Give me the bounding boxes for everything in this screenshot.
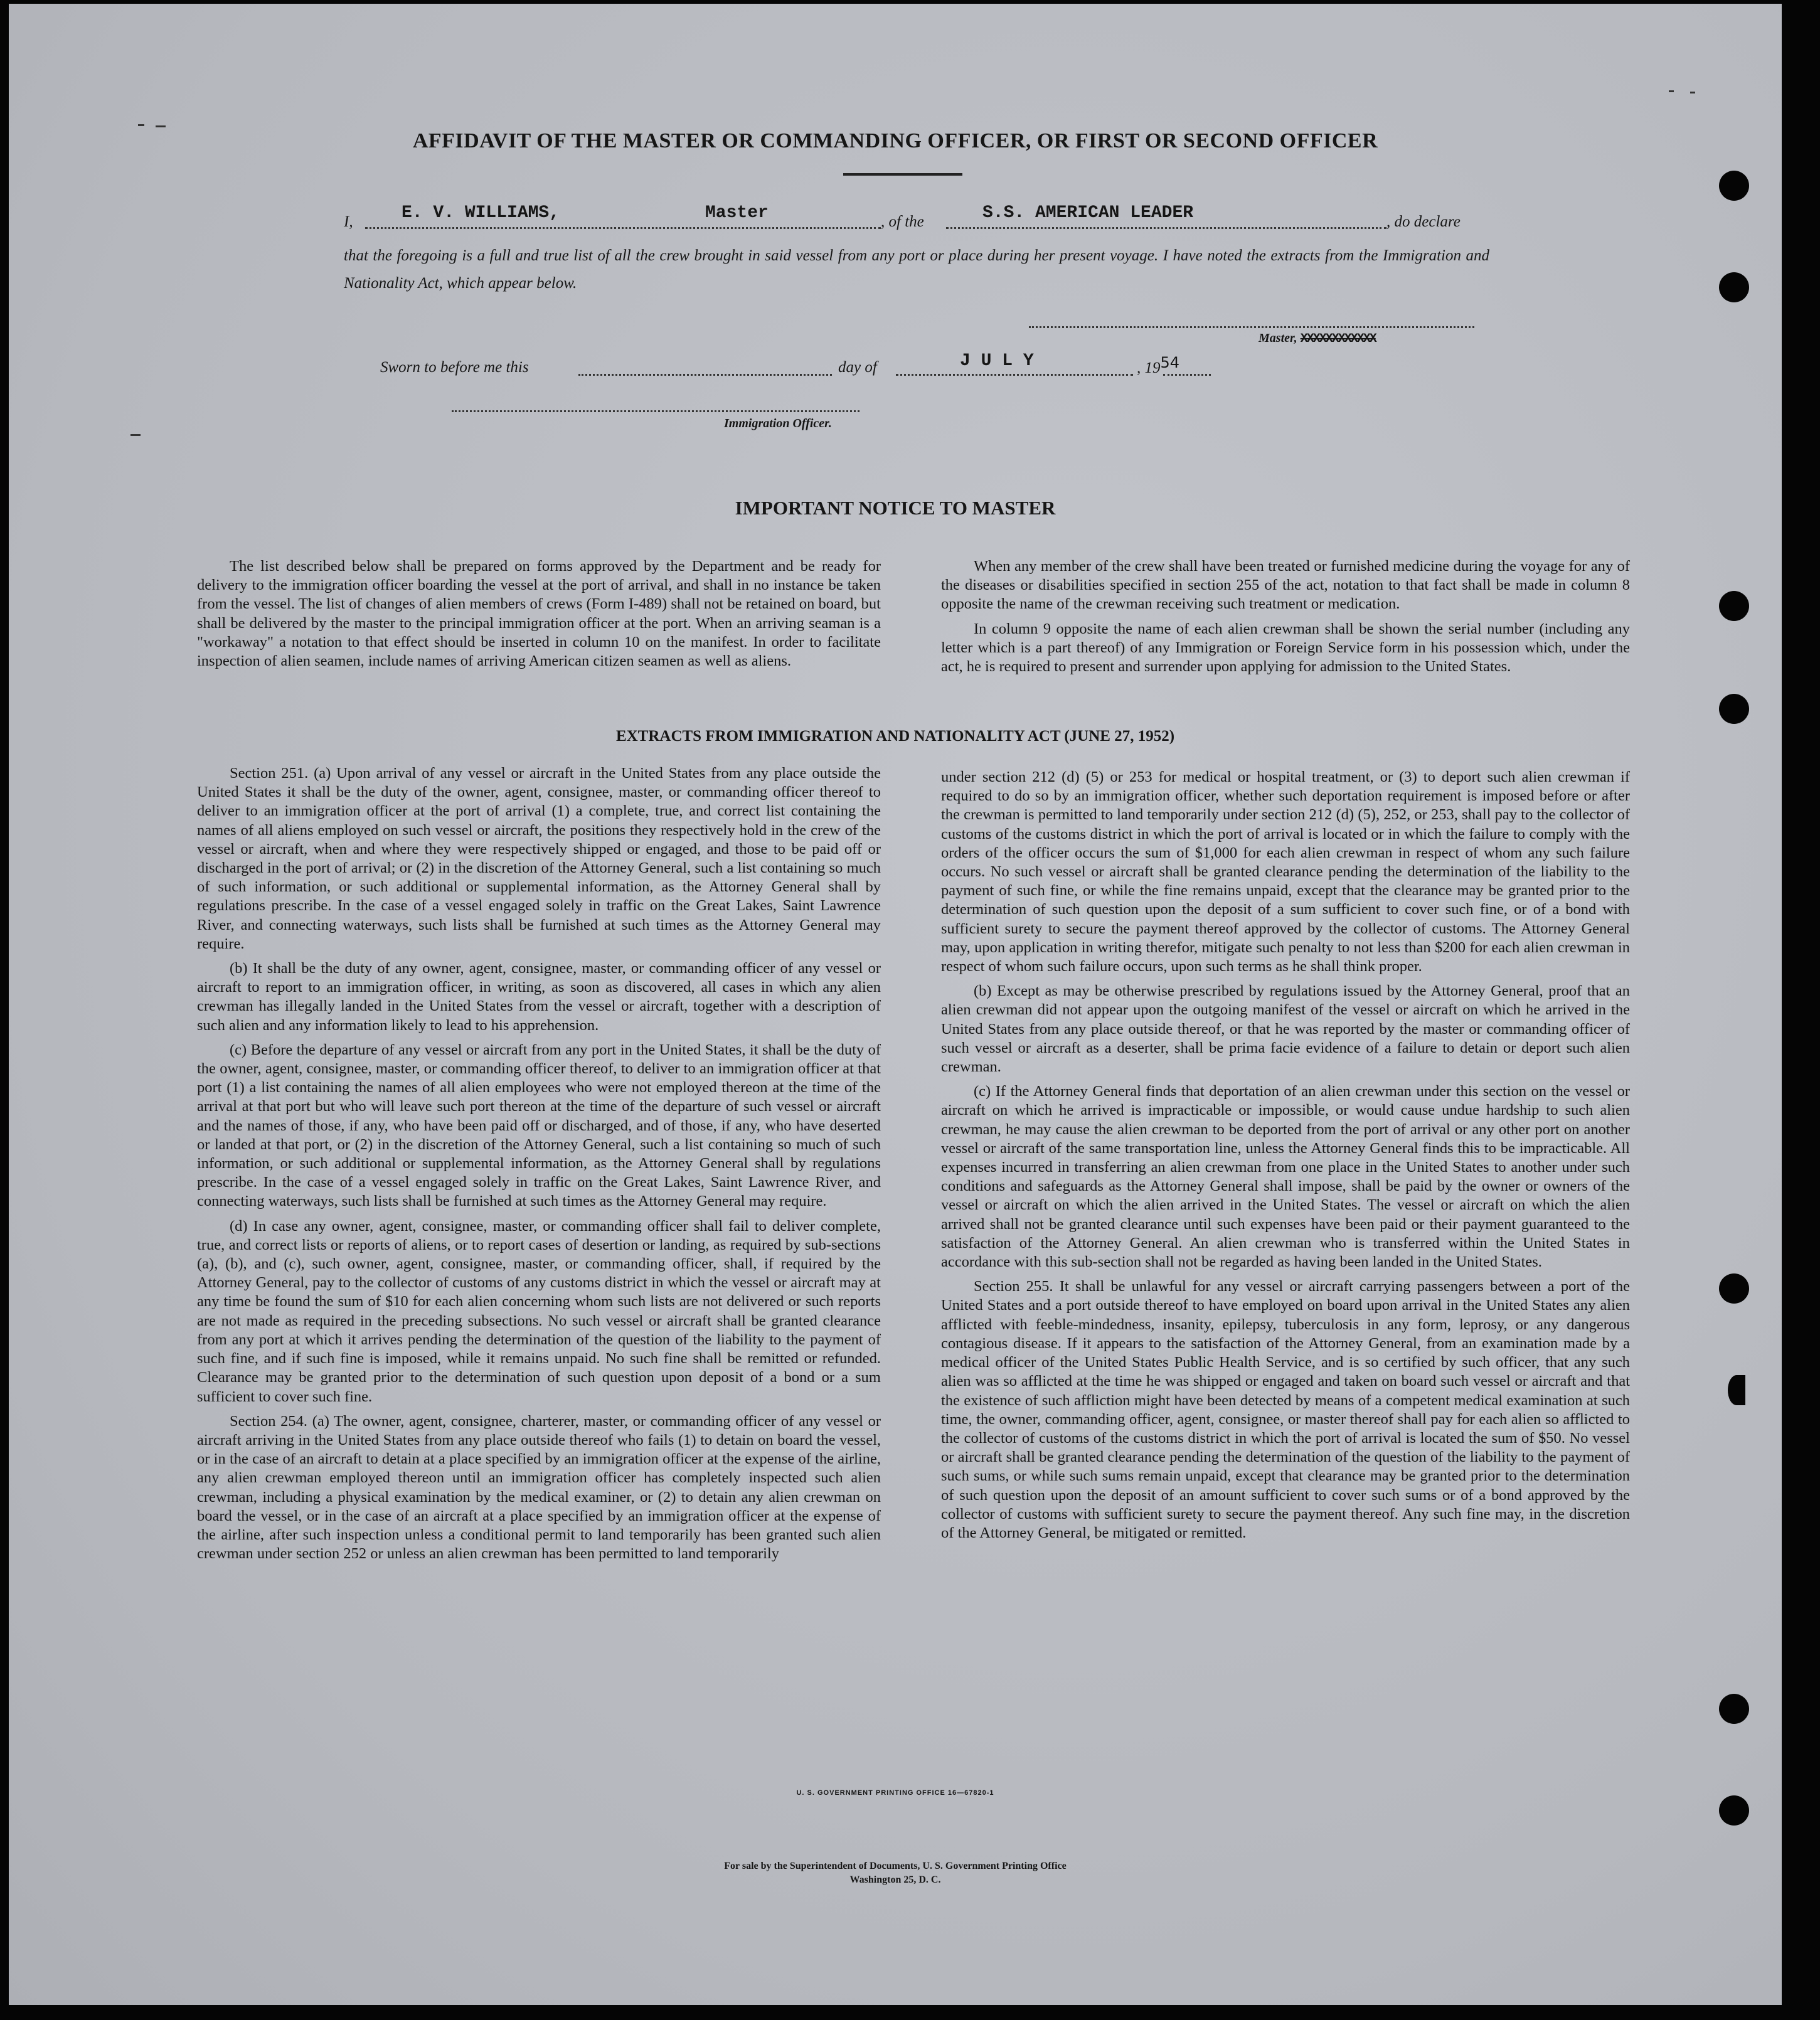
stray-mark <box>156 125 166 127</box>
notice-paragraph: In column 9 opposite the name of each alien crewman shall be shown the serial number (including any letter which is a part thereof) of any Immigration or Foreign Service form in his possession which, under the act, he is required to present and surrender upon applying for admission to the United States. <box>941 620 1630 676</box>
punch-hole <box>1719 1273 1749 1304</box>
extract-paragraph: under section 212 (d) (5) or 253 for medical or hospital treatment, or (3) to deport such alien crewman if required to do so by an immigration officer, whether such deportation requirement is imposed before or after the crewman is permitted to land temporarily under section 212 (d) (5), 252, or 253, shall pay to the collector of customs of the customs district in which the port of arrival is located or in which the failure to comply with the orders of the officer occurs the sum of $1,000 for each alien crewman in respect of whom any such failure occurs. No such vessel or aircraft shall be granted clearance pending the determination of the liability to the payment of such fine, or while the fine remains unpaid, except that the clearance may be granted prior to the determination of such question upon the deposit of a sum sufficient to cover such fine, or of a bond with sufficient surety to secure the payment thereof approved by the collector of customs. The Attorney General may, upon application in writing therefor, mitigate such penalty to not less than $200 for each alien crewman in respect of whom such failure occurs, upon such terms as he shall think proper. <box>941 768 1630 975</box>
extract-paragraph: Section 254. (a) The owner, agent, consignee, charterer, master, or commanding officer of any vessel or aircraft arriving in the United States from any place outside thereof who fails (1) to detain on board the vessel, or in the case of an aircraft to detain at a place specified by an immigration officer at the expense of the airline, any alien crewman employed thereon until an immigration officer has completely inspected such alien crewman, including a physical examination by the medical examiner, or (2) to detain any alien crewman on board the vessel, or in the case of an aircraft at a place specified by an immigration officer at the expense of the airline, after such inspection unless a conditional permit to land temporarily has been granted such alien crewman under section 252 or unless an alien crewman has been permitted to land temporarily <box>197 1412 881 1563</box>
struck-out-title: XXXXXXXXXXXX <box>1300 332 1376 346</box>
vessel-name: S.S. AMERICAN LEADER <box>982 203 1194 223</box>
title-rule <box>843 173 962 176</box>
notice-heading: IMPORTANT NOTICE TO MASTER <box>735 497 1056 519</box>
stray-mark <box>138 124 144 126</box>
extracts-right-column <box>941 768 1630 1548</box>
sworn-day-line <box>578 355 832 376</box>
punch-hole <box>1719 591 1749 621</box>
sworn-month: J U L Y <box>960 351 1034 371</box>
punch-hole <box>1719 272 1749 302</box>
officer-signature-line <box>452 403 859 412</box>
declarant-rank: Master <box>705 203 769 223</box>
extracts-heading: EXTRACTS FROM IMMIGRATION AND NATIONALITY ACT (JUNE 27, 1952) <box>615 728 1175 745</box>
punch-hole <box>1719 1795 1749 1826</box>
extract-paragraph: Section 251. (a) Upon arrival of any vessel or aircraft in the United States from any place outside the United States it shall be the duty of the owner, agent, consignee, master, or commanding officer thereof to deliver to an immigration officer at the port of arrival (1) a complete, true, and correct list containing the names of all aliens employed on such vessel or aircraft, the positions they respectively hold in the crew of the vessel or aircraft, when and where they were respectively shipped or engaged, and those to be paid off or discharged in the port of arrival; or (2) in the discretion of the Attorney General, such a list containing so much of such information, or such additional or supplemental information, as the Attorney General shall by regulations prescribe. In the case of a vessel engaged solely in traffic on the Great Lakes, Saint Lawrence River, and connecting waterways, such lists shall be furnished at such times as the Attorney General may require. <box>197 765 881 952</box>
sworn-label: Sworn to before me this <box>380 359 529 376</box>
do-declare-label: , do declare <box>1386 213 1461 230</box>
year-handwritten: 54 <box>1160 354 1180 371</box>
master-signature-line <box>1029 319 1474 328</box>
of-the-label: , of the <box>881 213 924 230</box>
extract-paragraph: (c) Before the departure of any vessel or aircraft from any port in the United States, it shall be the duty of the owner, agent, consignee, master, or commanding officer thereof, to deliver to an immigration officer at that port (1) a list containing the names of all alien employees who were not employed thereon at the time of the arrival at that port but who will leave such port thereon at the time of the departure of such vessel or aircraft and the names of those, if any, who have been paid off or discharged, and of those, if any, who have deserted or landed at that port, or (2) in the discretion of the Attorney General, such a list containing so much of such information, or such additional or supplemental information, as the Attorney General shall by regulations prescribe. In the case of a vessel engaged solely in traffic on the Great Lakes, Saint Lawrence River, and connecting waterways, such lists shall be furnished at such times as the Attorney General may require. <box>197 1041 881 1210</box>
notice-left-column <box>197 557 881 676</box>
extract-paragraph: (b) Except as may be otherwise prescribed by regulations issued by the Attorney General, proof that an alien crewman did not appear upon the outgoing manifest of the vessel or aircraft on which he arrived in the United States from any place outside thereof, or that he was reported by the master or commanding officer of such vessel or aircraft as a deserter, shall be prima facie evidence of a failure to detain or deport such alien crewman. <box>941 982 1630 1076</box>
officer-caption: Immigration Officer. <box>724 417 832 430</box>
notice-right-column <box>941 557 1630 682</box>
stray-mark <box>1669 90 1674 92</box>
year-prefix: , 19 <box>1137 359 1161 376</box>
notice-paragraph: The list described below shall be prepared on forms approved by the Department and be ready for delivery to the immigration officer boarding the vessel at the port of arrival, and shall in no instance be taken from the vessel. The list of changes of alien members of crews (Form I-489) shall not be retained on board, but shall be delivered by the master to the principal immigration officer at the port. When an arriving seaman is a "workaway" a notation to that effect should be inserted in column 10 on the manifest. In order to facilitate inspection of alien seamen, include names of arriving American citizen seamen as well as aliens. <box>197 558 881 670</box>
sworn-year-line <box>1160 354 1211 376</box>
document-page <box>9 4 1782 2005</box>
master-caption <box>1259 331 1376 346</box>
day-of-label: day of <box>838 359 877 376</box>
print-code: U. S. GOVERNMENT PRINTING OFFICE 16—67820-1 <box>796 1789 994 1797</box>
notice-paragraph: When any member of the crew shall have been treated or furnished medicine during the voyage for any of the diseases or disabilities specified in section 255 of the act, notation to that fact shall be made in column 8 opposite the name of the crewman receiving such treatment or medication. <box>941 558 1630 613</box>
footer-line-2: Washington 25, D. C. <box>849 1874 941 1885</box>
punch-hole <box>1728 1375 1745 1405</box>
declarant-name: E. V. WILLIAMS, <box>402 203 560 223</box>
punch-hole <box>1719 1694 1749 1724</box>
extract-paragraph: (d) In case any owner, agent, consignee, master, or commanding officer shall fail to deliver complete, true, and correct lists or reports of aliens, or to report cases of desertion or landing, as required by sub-sections (a), (b), and (c), such owner, agent, consignee, master, or commanding officer, shall, if required by the Attorney General, pay to the collector of customs of any customs district in which the vessel or aircraft may at any time be found the sum of $10 for each alien concerning whom such lists are not delivered or such reports are not made as required in the preceding subsections. No such vessel or aircraft shall be granted clearance from any port at which it arrives pending the determination of the question of the liability to the payment of such fine, and if such fine is imposed, while it remains unpaid. No such fine shall be remitted or refunded. Clearance may be granted prior to the determination of such question upon deposit of a bond or a sum sufficient to cover such fine. <box>197 1217 881 1405</box>
extract-paragraph: (c) If the Attorney General finds that deportation of an alien crewman under this section on the vessel or aircraft on which he arrived is impracticable or impossible, or would cause undue hardship to such alien crewman, he may cause the alien crewman to be deported from the port of arrival or any other port on another vessel or aircraft of the same transportation line, unless the Attorney General finds this to be impracticable. All expenses incurred in transferring an alien crewman from one place in the United States to another under such conditions and safeguards as the Attorney General shall impose, shall be paid by the owner or owners of the vessel or aircraft on which the alien arrived in the United States. The vessel or aircraft on which the alien arrived shall not be granted clearance until such expenses have been paid or their payment guaranteed to the satisfaction of the Attorney General. An alien crewman who is transferred within the United States in accordance with this sub-section shall not be regarded as having been landed in the United States. <box>941 1083 1630 1271</box>
stray-mark <box>1690 92 1695 93</box>
footer-line-1: For sale by the Superintendent of Documents, U. S. Government Printing Office <box>724 1861 1067 1871</box>
declaration-prefix: I, <box>344 213 353 230</box>
page-title: AFFIDAVIT OF THE MASTER OR COMMANDING OFFICER, OR FIRST OR SECOND OFFICER <box>412 129 1378 152</box>
extract-paragraph: (b) It shall be the duty of any owner, agent, consignee, master, or commanding officer of any vessel or aircraft to report to an immigration officer, in writing, as soon as discovered, all cases in which any alien crewman has illegally landed in the United States from the vessel or aircraft, together with a description of such alien and any information likely to lead to his apprehension. <box>197 960 881 1034</box>
declaration-body: that the foregoing is a full and true list of all the crew brought in said vessel from any port or place during her present voyage. I have noted the extracts from the Immigration and Nationality Act, which appear below. <box>344 247 1489 292</box>
punch-hole <box>1719 171 1749 201</box>
extract-paragraph: Section 255. It shall be unlawful for any vessel or aircraft carrying passengers between a port of the United States and a port outside thereof to have employed on board upon arrival in the United States any alien afflicted with feeble-mindedness, insanity, epilepsy, tuberculosis in any form, leprosy, or any dangerous contagious disease. If it appears to the satisfaction of the Attorney General, from an examination made by a medical officer of the United States Public Health Service, and is so certified by such officer, that any such alien was so afflicted at the time he was shipped or engaged and taken on board such vessel or aircraft and that the existence of such affliction might have been detected by means of a competent medical examination at such time, the owner, commanding officer, agent, consignee, or master thereof shall pay for each alien so afflicted to the collector of customs of the customs district in which the port of arrival is located the sum of $50. No vessel or aircraft shall be granted clearance pending the determination of the question of the liability to the payment of such sums, or while such sums remain unpaid, except that clearance may be granted prior to the determination of such question upon the deposit of an amount sufficient to cover such sums or of a bond approved by the collector of customs with sufficient surety to secure the payment thereof. Any such fine may, in the discretion of the Attorney General, be mitigated or remitted. <box>941 1278 1630 1541</box>
master-caption-label: Master, <box>1259 331 1301 345</box>
extracts-left-column <box>197 764 881 1569</box>
punch-hole <box>1719 694 1749 724</box>
stray-mark <box>130 434 141 436</box>
